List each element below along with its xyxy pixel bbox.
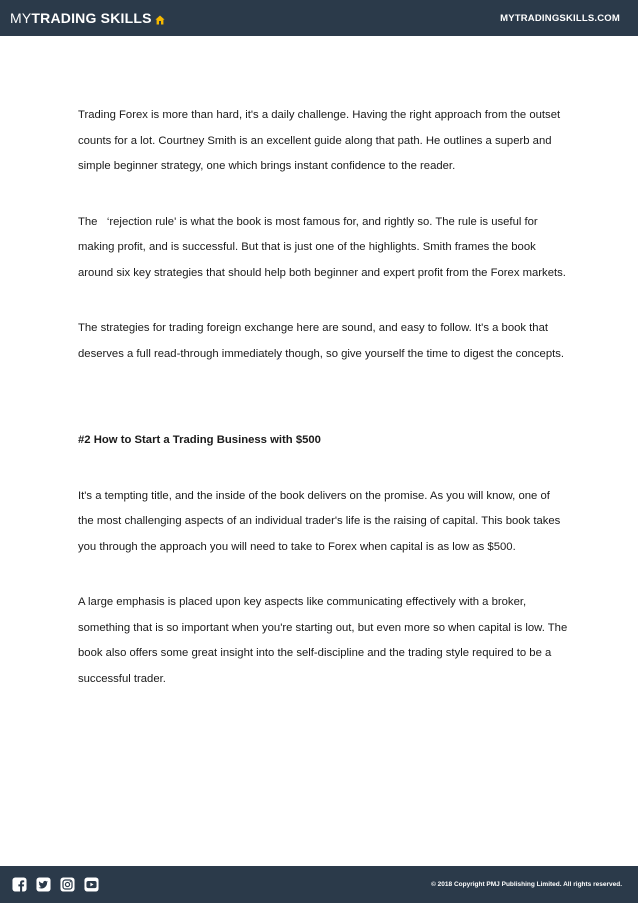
paragraph-rejection-rule: The ‘rejection rule' is what the book is most famous for, and rightly so. The rule is useful for making profit, and is successful. But that is just one of the highlights. Smith frames the book around six key strategies that should help both beginner and expert profit from the Forex markets. xyxy=(78,215,566,279)
logo-text-bold: TRADING SKILLS xyxy=(31,10,152,26)
twitter-icon[interactable] xyxy=(36,877,51,892)
youtube-icon[interactable] xyxy=(84,877,99,892)
social-links xyxy=(12,877,99,892)
paragraph-strategies: The strategies for trading foreign exchange here are sound, and easy to follow. It's a book that deserves a full read-through immediately though, so give yourself the time to digest the concepts. xyxy=(78,322,565,360)
site-url[interactable]: MYTRADINGSKILLS.COM xyxy=(500,12,620,24)
facebook-icon[interactable] xyxy=(12,877,27,892)
paragraph-tempting-title: It's a tempting title, and the inside of the book delivers on the promise. As you will know, one of the most challenging aspects of an individual trader's life is the raising of capital. This book takes you through the approach you will need to take to Forex when capital is as low as $500. xyxy=(78,489,561,553)
copyright-text: © 2018 Copyright PMJ Publishing Limited. All rights reserved. xyxy=(431,881,622,888)
paragraph-large-emphasis: A large emphasis is placed upon key aspects like communicating effectively with a broker, something that is so important when you're starting out, but even more so when capital is low. The book also offers some great insight into the self-discipline and the trading style required to be a successful trader. xyxy=(78,596,568,685)
header-bar xyxy=(0,0,638,36)
site-logo[interactable] xyxy=(10,10,165,26)
instagram-icon[interactable] xyxy=(60,877,75,892)
logo-text-light: MY xyxy=(10,10,32,26)
footer-bar xyxy=(0,866,638,903)
section-heading: #2 How to Start a Trading Business with $500 xyxy=(78,434,321,446)
house-icon xyxy=(155,12,165,22)
paragraph-intro: Trading Forex is more than hard, it's a daily challenge. Having the right approach from the outset counts for a lot. Courtney Smith is an excellent guide along that path. He outlines a superb and simple beginner strategy, one which brings instant confidence to the reader. xyxy=(78,109,561,172)
article-body xyxy=(78,103,568,692)
